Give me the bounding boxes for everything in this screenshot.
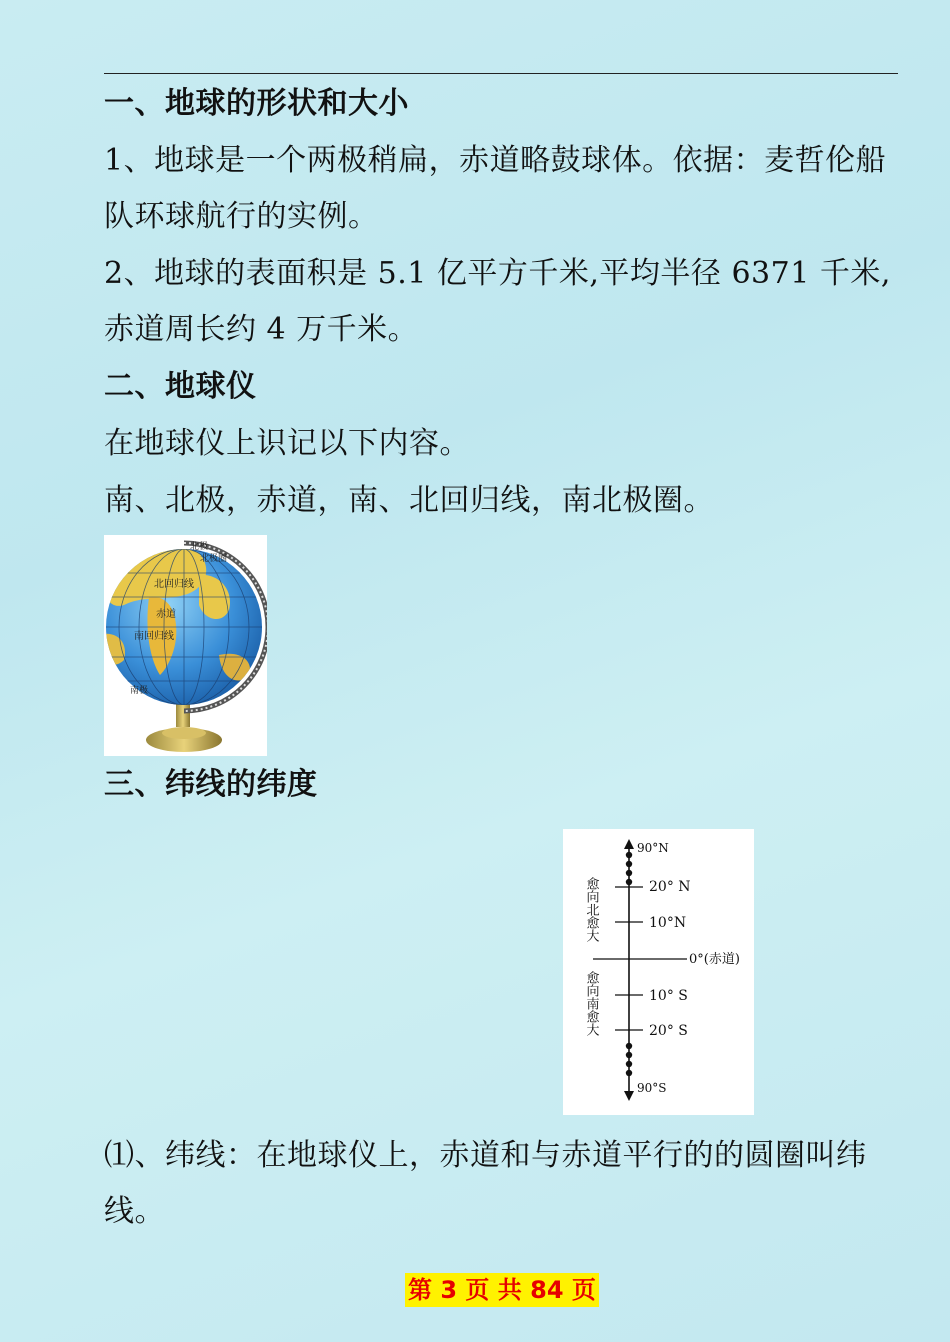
globe-label-tropic-cancer: 北回归线 — [154, 579, 194, 590]
paragraph-2-line-2: 赤道周长约 4 万千米。 — [104, 312, 419, 347]
label-10s: 10° S — [649, 988, 688, 1004]
globe-label-south-pole: 南极 — [130, 686, 149, 696]
globe-image — [104, 535, 267, 756]
label-90n: 90°N — [637, 841, 669, 855]
label-10n: 10°N — [649, 915, 687, 931]
section-2-line-2: 南、北极，赤道，南、北回归线，南北极圈。 — [104, 483, 714, 518]
latitude-diagram — [563, 829, 754, 1115]
label-90s: 90°S — [637, 1081, 667, 1095]
paragraph-1-line-2: 队环球航行的实例。 — [104, 199, 379, 234]
label-20n: 20° N — [649, 879, 691, 895]
globe-label-arctic-circle: 北极圈 — [200, 554, 228, 564]
label-20s: 20° S — [649, 1023, 688, 1039]
top-rule — [104, 73, 898, 74]
label-equator: 0°(赤道) — [689, 952, 740, 967]
south-increase-text: 愈向南愈大 — [583, 971, 599, 1036]
globe-label-north-pole: 北极 — [190, 542, 209, 552]
section-2-line-1: 在地球仪上识记以下内容。 — [104, 426, 470, 461]
section-1-heading: 一、地球的形状和大小 — [104, 86, 409, 121]
paragraph-3-line-1: ⑴、纬线：在地球仪上，赤道和与赤道平行的的圆圈叫纬 — [104, 1138, 867, 1173]
section-2-heading: 二、地球仪 — [104, 369, 257, 404]
north-increase-text: 愈向北愈大 — [583, 877, 599, 942]
paragraph-2-line-1: 2、地球的表面积是 5.1 亿平方千米,平均半径 6371 千米, — [104, 256, 891, 291]
globe-label-equator: 赤道 — [156, 609, 176, 620]
page-number-footer: 第 3 页 共 84 页 — [405, 1273, 599, 1307]
section-3-heading: 三、纬线的纬度 — [104, 767, 318, 802]
paragraph-3-line-2: 线。 — [104, 1194, 165, 1229]
globe-label-tropic-capricorn: 南回归线 — [134, 631, 174, 642]
paragraph-1-line-1: 1、地球是一个两极稍扁，赤道略鼓球体。依据：麦哲伦船 — [104, 143, 887, 178]
